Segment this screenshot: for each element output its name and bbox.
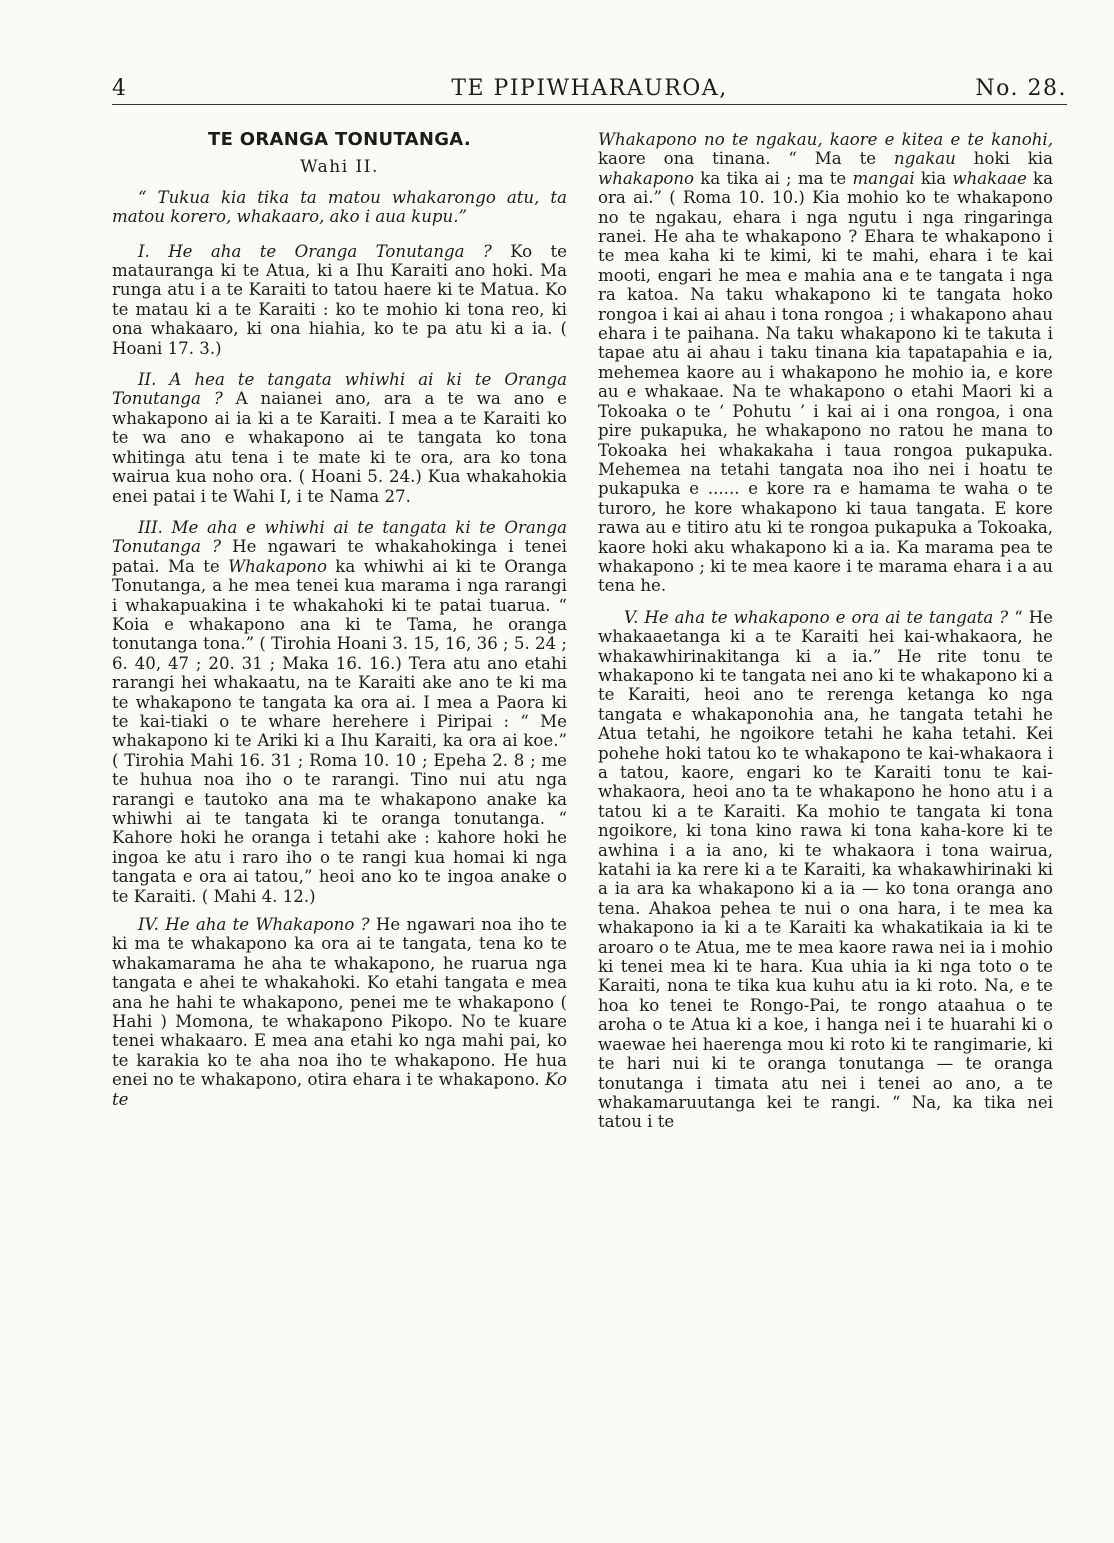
article-title: TE ORANGA TONUTANGA. (208, 129, 471, 150)
question-4: IV. He aha te Whakapono ? (138, 915, 370, 935)
paragraph-2 (112, 370, 567, 506)
continued-text-c: hoki kia (955, 149, 1053, 169)
epigraph: “ Tukua kia tika ta matou whakarongo atu, ta matou korero, whakaaro, ako i aua kupu.” (112, 187, 567, 227)
publication-title: TE PIPIWHARAUROA, (451, 76, 728, 101)
continued-italic-1: Whakapono no te ngakau, kaore e kitea e te kanohi, (598, 130, 1053, 149)
continued-italic-3: whakapono (598, 168, 695, 188)
answer-4-tail: Ko te (112, 1070, 567, 1109)
question-2: II. A hea te tangata whiwhi ai ki te Oranga Tonutanga ? (112, 370, 567, 409)
answer-2: A naianei ano, ara a te wa ano e whakapono ai ia ki a te Karaiti. I mea a te Karaiti ko te wa ano e whakapono ai te tangata ko tona whitinga atu tena i te mate ki te ora, ara ko tona wairua kua noho ora. ( Hoani 5. 24.) Kua whakahokia enei patai i te Wahi I, i te Nama 27. (112, 389, 567, 506)
question-5: V. He aha te whakapono e ora ai te tangata ? (624, 607, 1009, 627)
answer-1: Ko te matauranga ki te Atua, ki a Ihu Karaiti ano hoki. Ma runga atu i a te Karaiti to tatou haere ki te Matua. Ko te matau ki a te Karaiti : ko te mohio ki tona reo, ki ona whakaaro, ki ona hiahia, ko te pa atu ki a ia. ( Hoani 17. 3.) (112, 241, 568, 358)
question-1: I. He aha te Oranga Tonutanga ? (138, 241, 492, 261)
continued-text-main: ka ora ai.” ( Roma 10. 10.) Kia mohio ko te whakapono no te ngakau, ehara i nga ngutu i nga ringaringa ranei. He aha te whakapono ? Ehara te whakapono i te mea kaha ki te kimi, ki te mahi, ehara i te kai mooti, engari he mea e mahia ana e te tangata i nga ra katoa. Na taku whakapono ki te tangata hoko rongoa i kai ai ahau i tona rongoa ; i whakapono ahau ehara i te paihana. Na taku whakapono ki te takuta i tapae atu ai ahau i taku tinana kia tapatapahia e ia, mehemea kaore au i whakapono he mohio ia, e kore au e whakaae. Na te whakapono o etahi Maori ki a Tokoaka o te ‘ Pohutu ’ i kai ai i ona rongoa, i ona pire pukapuka, he whakapono no ratou he mana to Tokoaka hei whakakaha i taua rongoa pukapuka. Mehemea na tetahi tangata noa iho nei i hoatu te pukapuka e ...... e kore ra e hamama te waha o te turoro, he kore whakapono ki taua tangata. E kore rawa au e titiro atu ki te rongoa pukapuka a Tokoaka, kaore hoki aku whakapono ki a ia. Ka marama pea te whakapono ; ki te mea kaore i te marama ehara i a au tena he. (598, 168, 1053, 596)
continued-italic-5: whakaae (952, 168, 1027, 188)
answer-3a: He ngawari te whakahokinga i tenei patai. Ma te (112, 537, 567, 576)
answer-4: He ngawari noa iho te ki ma te whakapono ka ora ai te tangata, tena ko te whakamarama he aha te whakapono, he ruarua nga tangata e ahei te whakahoki. Ko etahi tangata e mea ana he hahi te whakapono, penei me te whakapono ( Hahi ) Momona, te whakapono Pikopo. No te kuare tenei whakaaro. E mea ana etahi ko nga mahi pai, ko te karakia ko te aha noa iho te whakapono. He hua enei no te whakapono, otira ehara i te whakapono. (112, 915, 567, 1090)
paragraph-1 (112, 242, 567, 358)
continued-text-a: kaore ona tinana. “ Ma te (598, 149, 895, 169)
issue-number: No. 28. (975, 76, 1067, 101)
continued-text-e: ka tika ai ; ma te (694, 168, 853, 188)
paragraph-5 (598, 608, 1053, 1132)
paragraph-3 (112, 518, 567, 906)
question-3: III. Me aha e whiwhi ai te tangata ki te Oranga Tonutanga ? (112, 517, 567, 557)
continued-italic-2: ngakau (894, 149, 956, 169)
continued-italic-4: mangai (852, 168, 915, 188)
paragraph-4 (112, 915, 567, 1109)
page-number: 4 (112, 76, 128, 101)
paragraph-4-continued (598, 130, 1053, 596)
answer-3b: ka whiwhi ai ki te Oranga Tonutanga, a he mea tenei kua marama i nga rarangi i whakapuakina i te whakahoki ki te patai tuarua. “ Koia e whakapono ana ki te Tama, he oranga tonutanga tona.” ( Tirohia Hoani 3. 15, 16, 36 ; 5. 24 ; 6. 40, 47 ; 20. 31 ; Maka 16. 16.) Tera atu ano etahi rarangi hei whakaatu, na te Karaiti ake ano te ki ma te whakapono te tangata ka ora ai. I mea a Paora ki te kai-tiaki o te whare herehere i Piripai : “ Me whakapono ki te Ariki ki a Ihu Karaiti, ka ora ai koe.” ( Tirohia Mahi 16. 31 ; Roma 10. 10 ; Epeha 2. 8 ; me te huhua noa iho o te rarangi. Tino nui atu nga rarangi e tautoko ana ma te whakapono anake ka whiwhi ai te tangata ki te oranga tonutanga. “ Kahore hoki he oranga i tetahi ake : kahore hoki he ingoa ke atu i raro iho o te rangi kua homai ki nga tangata e ora ai tatou,” heoi ano ko te ingoa anake o te Karaiti. ( Mahi 4. 12.) (112, 556, 567, 906)
header-rule (112, 104, 1067, 105)
section-heading: Wahi II. (300, 157, 379, 178)
answer-3-emphasis: Whakapono (228, 556, 327, 576)
left-column (112, 130, 567, 1109)
page-header (112, 76, 1067, 102)
right-column (598, 130, 1053, 1132)
answer-5: “ He whakaaetanga ki a te Karaiti hei kai-whakaora, he whakawhirinakitanga ki a ia.” He rite tonu te whakapono ki te tangata nei ano ki te whakapono ki a te Karaiti, heoi ano te rerenga ketanga ko nga tangata e whakaponohia ana, he tangata tetahi he Atua tetahi, he ngoikore tetahi he kaha tetahi. Kei pohehe hoki tatou ko te whakapono te kai-whakaora i a tatou, kaore, engari ko te Karaiti tonu te kai-whakaora, heoi ano ta te whakapono he hono atu i a tatou ki a te Karaiti. Ka mohio te tangata ki tona ngoikore, ki tona kino rawa ki tona kaha-kore ki te awhina i a ia ano, ki te whakaora i tona wairua, katahi ia ka rere ki a te Karaiti, ka whakawhirinaki ki a ia ara ka whakapono ki a ia — ko tona oranga ano tena. Ahakoa pehea te nui o ona hara, i te mea ka whakapono ia ki a te Karaiti ka whakatikaia ia ki te aroaro o te Atua, me te mea kaore rawa nei ia i mohio ki tenei mea ki te hara. Kua uhia ia ki nga toto o te Karaiti, nona te tika kua kuhu atu ia ki roto. Na, e te hoa ko tenei te Rongo-Pai, te rongo ataahua o te aroha o te Atua ki a koe, i hanga nei i te huarahi ki o waewae hei haerenga mou ki roto ki te rangimarie, ki te hari nui ki te oranga tonutanga — te oranga tonutanga i timata atu nei i tenei ao ano, a te whakamaruutanga kei te rangi. “ Na, ka tika nei tatou i te (598, 607, 1053, 1132)
continued-text-g: kia (914, 168, 953, 188)
